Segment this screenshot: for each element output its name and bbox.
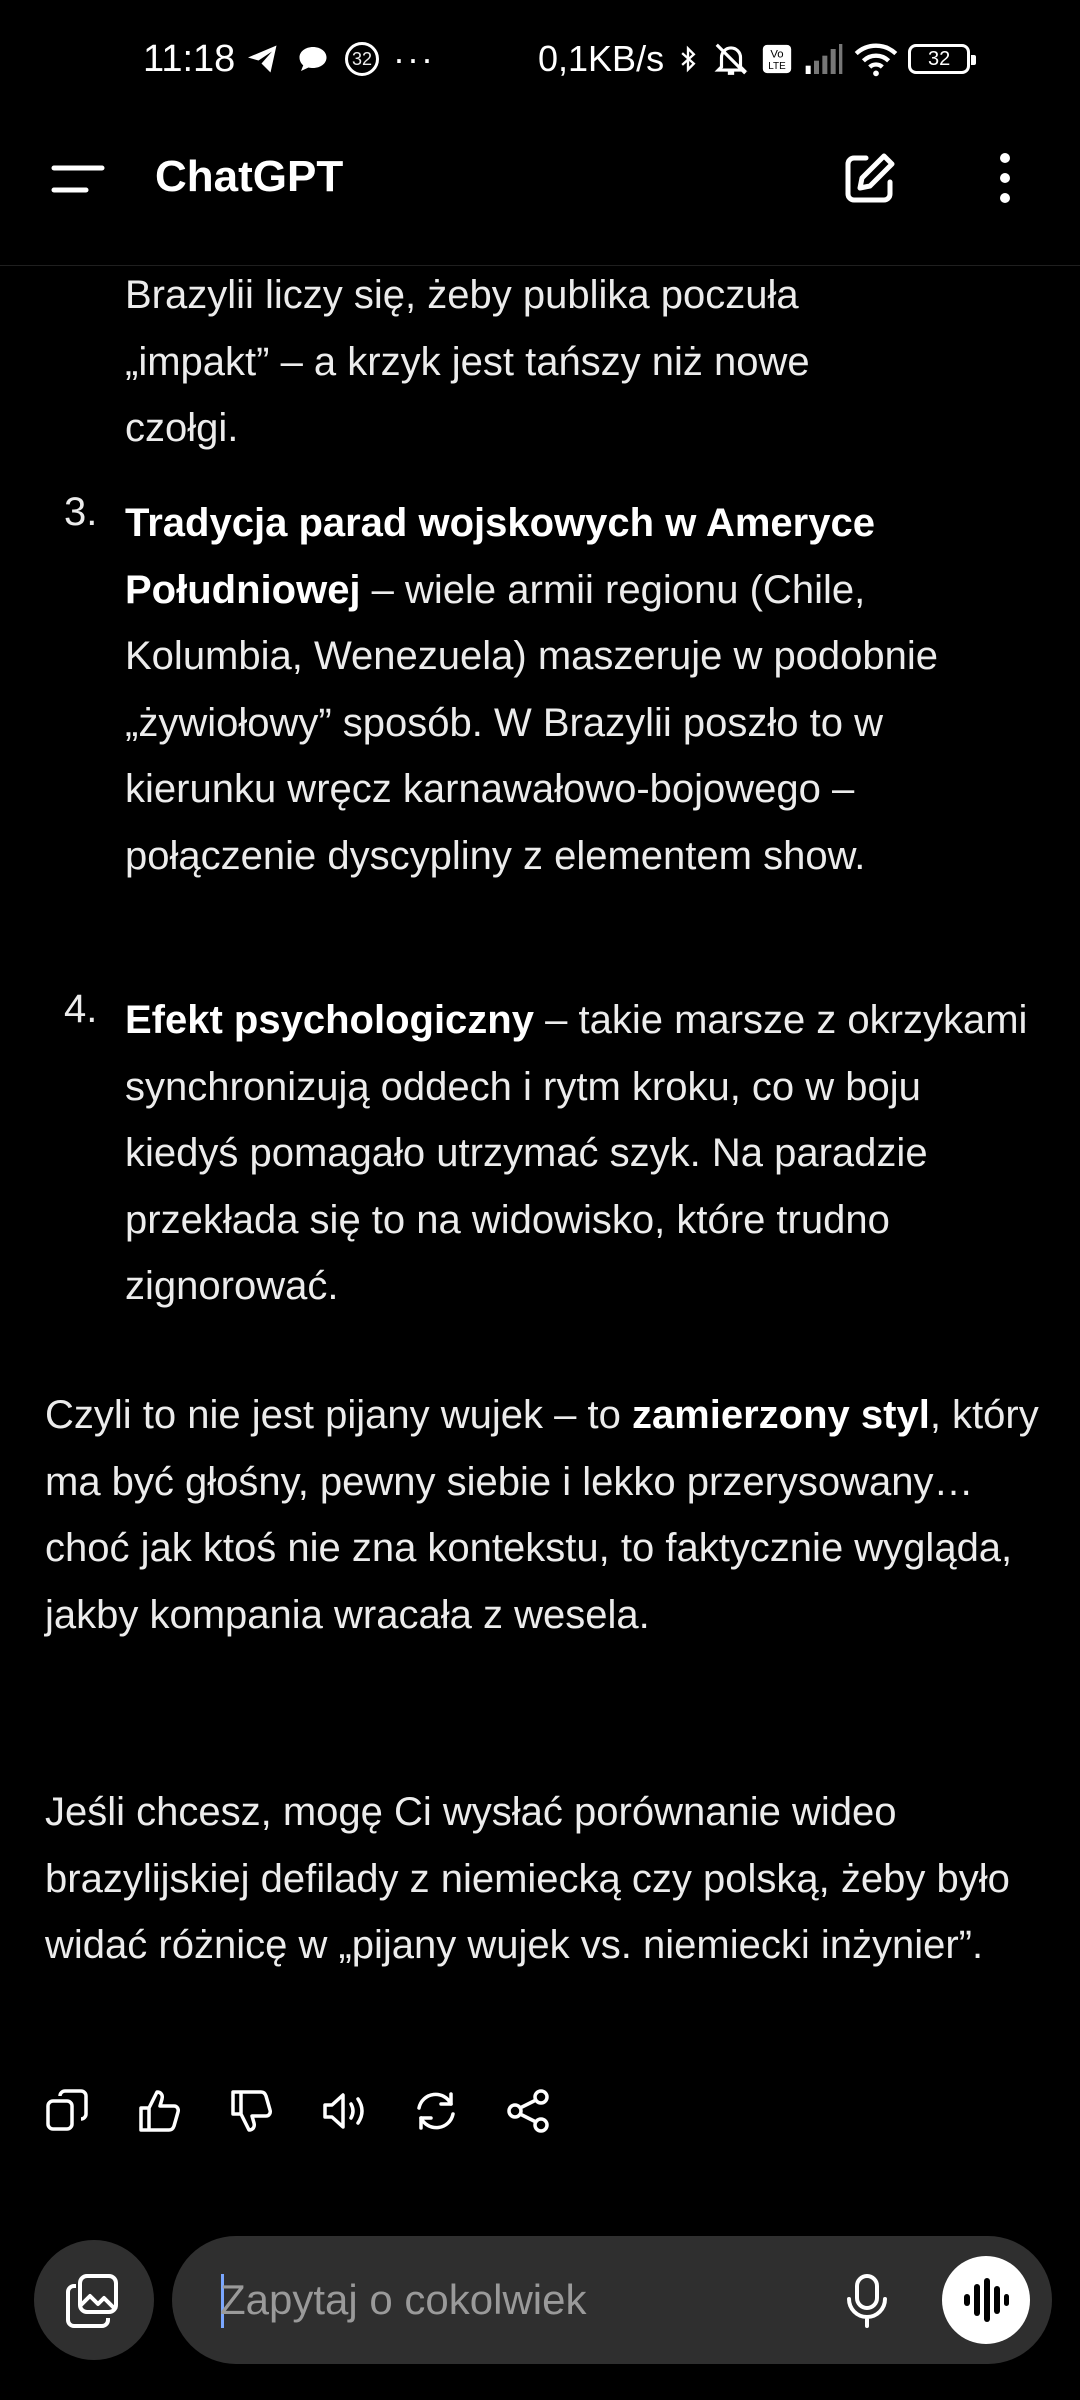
attach-image-button[interactable] bbox=[34, 2240, 154, 2360]
regenerate-icon bbox=[413, 2088, 459, 2134]
wifi-icon bbox=[854, 41, 898, 77]
regenerate-button[interactable] bbox=[413, 2080, 505, 2142]
paragraph-text: Czyli to nie jest pijany wujek – to bbox=[45, 1393, 632, 1437]
paragraph-bold: zamierzony styl bbox=[631, 1393, 930, 1437]
more-notifications: ··· bbox=[393, 38, 435, 79]
share-icon bbox=[505, 2088, 551, 2134]
thumbs-up-button[interactable] bbox=[137, 2080, 229, 2142]
thumbs-down-button[interactable] bbox=[229, 2080, 321, 2142]
paragraph-text: , który ma być głośny, pewny siebie i lekko przerysowany… choć jak ktoś nie zna kontekstu, to faktycznie wygląda, jakby kompania wracała z wesela. bbox=[45, 1393, 1039, 1637]
edit-icon[interactable] bbox=[840, 148, 900, 208]
prompt-placeholder: Zapytaj o cokolwiek bbox=[220, 2276, 587, 2323]
thumbs-down-icon bbox=[229, 2088, 275, 2134]
signal-icon bbox=[804, 42, 844, 76]
telegram-icon bbox=[245, 41, 281, 77]
more-vert-icon[interactable] bbox=[985, 148, 1025, 208]
mic-button[interactable] bbox=[832, 2266, 902, 2336]
list-item-2-tail bbox=[125, 262, 1040, 462]
network-speed: 0,1KB/s bbox=[538, 38, 665, 79]
list-item-text: – wiele armii regionu (Chile, Kolumbia, Wenezuela) maszeruje w podobnie „żywiołowy” sposób. W Brazylii poszło to w kierunku wręcz karnawałowo-bojowego – połączenie dyscypliny z elementem show. bbox=[125, 567, 939, 878]
copy-icon bbox=[45, 2088, 91, 2134]
text-line: czołgi. bbox=[125, 406, 239, 450]
voice-mode-icon bbox=[958, 2272, 1014, 2328]
paragraph bbox=[45, 1382, 1045, 1648]
read-aloud-button[interactable] bbox=[321, 2080, 413, 2142]
svg-text:Vo: Vo bbox=[770, 48, 784, 61]
list-number: 4. bbox=[64, 987, 98, 1031]
app-title: ChatGPT bbox=[155, 152, 344, 201]
svg-text:LTE: LTE bbox=[768, 60, 786, 72]
bluetooth-icon bbox=[674, 41, 702, 77]
list-number: 3. bbox=[64, 490, 98, 534]
menu-icon[interactable] bbox=[50, 150, 110, 210]
status-right bbox=[538, 38, 970, 80]
share-button[interactable] bbox=[505, 2080, 597, 2142]
status-bar bbox=[0, 0, 1080, 120]
text-line: „impakt” – a krzyk jest tańszy niż nowe bbox=[125, 339, 810, 384]
text-line: Brazylii liczy się, żeby publika poczuła bbox=[125, 273, 799, 317]
mic-icon bbox=[845, 2273, 889, 2329]
prompt-input[interactable] bbox=[172, 2236, 1052, 2364]
copy-button[interactable] bbox=[45, 2080, 137, 2142]
chat-bubble-icon bbox=[295, 41, 331, 77]
notification-count-badge: 32 bbox=[345, 42, 379, 76]
paragraph: Jeśli chcesz, mogę Ci wysłać porównanie wideo brazylijskiej defilady z niemiecką czy polską, żeby było widać różnicę w „pijany wujek vs. niemiecki inżynier”. bbox=[45, 1790, 1010, 1967]
battery-icon: 32 bbox=[908, 44, 970, 74]
list-item-text: – takie marsze z okrzykami synchronizują oddech i rytm kroku, co w boju kiedyś pomagało utrzymać szyk. Na paradzie przekłada się to na widowisko, które trudno zignorować. bbox=[125, 998, 1028, 1308]
list-item-bold: Efekt psychologiczny bbox=[125, 998, 534, 1042]
status-notifications bbox=[245, 38, 435, 80]
read-aloud-icon bbox=[321, 2088, 367, 2134]
list-item-3 bbox=[125, 490, 1040, 889]
voice-mode-button[interactable] bbox=[942, 2256, 1030, 2344]
attach-image-icon bbox=[64, 2270, 124, 2330]
message-actions bbox=[45, 2080, 597, 2142]
list-item-4 bbox=[125, 987, 1040, 1320]
status-time: 11:18 bbox=[143, 38, 236, 80]
mute-icon bbox=[712, 40, 750, 78]
list-item-bold: Tradycja parad wojskowych w Ameryce Południowej bbox=[125, 501, 875, 612]
thumbs-up-icon bbox=[137, 2088, 183, 2134]
volte-icon bbox=[760, 42, 794, 76]
